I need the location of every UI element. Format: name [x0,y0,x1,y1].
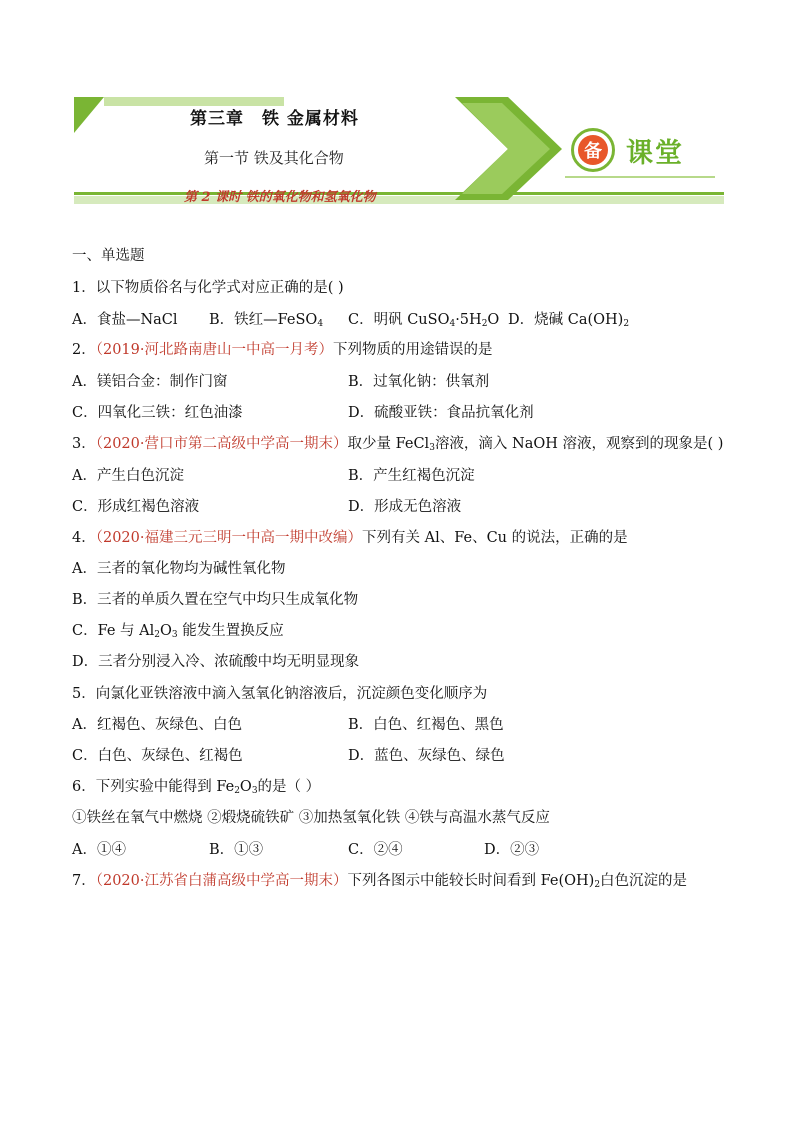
logo-badge-icon [571,128,615,172]
question-5-stem: 5．向氯化亚铁溶液中滴入氢氧化钠溶液后，沉淀颜色变化顺序为 [72,686,488,702]
question-1-stem: 1．以下物质俗名与化学式对应正确的是( ) [72,280,344,296]
question-6-stem: 6．下列实验中能得到 $Fe_2O_3$的是（ ） [72,779,321,796]
logo-char: 备 [578,135,608,165]
banner-graphic [0,0,793,215]
header-banner [0,0,793,215]
question-4-option-c: C．Fe 与 $Al_2O_3$ 能发生置换反应 [72,623,284,640]
question-2-option-a: A．镁铝合金：制作门窗 [72,374,228,390]
question-1-option-a: A．食盐—NaCl [72,312,178,328]
question-4-option-b: B．三者的单质久置在空气中均只生成氧化物 [72,592,359,608]
question-3-option-b: B．产生红褐色沉淀 [348,468,475,484]
question-4-option-d: D．三者分别浸入冷、浓硫酸中均无明显现象 [72,654,360,670]
question-6-option-a: A．①④ [72,842,126,858]
question-2-option-b: B．过氧化钠：供氧剂 [348,374,490,390]
question-2-option-d: D．硫酸亚铁：食品抗氧化剂 [348,405,534,421]
question-4-stem: 4．（2020·福建三元三明一中高一期中改编）下列有关 Al、Fe、Cu 的说法，正确的是 [72,530,628,546]
section-title: 第一节 铁及其化合物 [204,149,344,167]
question-6-option-d: D．②③ [484,842,540,858]
lesson-title: 第 2 课时 铁的氧化物和氢氧化物 [184,190,376,205]
question-7-source: （2020·江苏省白蒲高级中学高一期末） [95,873,348,889]
question-7-stem: 7．（2020·江苏省白蒲高级中学高一期末）下列各图示中能较长时间看到 $Fe(OH)_2$白色沉淀的是 [72,873,688,890]
chapter-title: 第三章 铁 金属材料 [190,109,359,129]
question-5-option-c: C．白色、灰绿色、红褐色 [72,748,243,764]
question-3-option-d: D．形成无色溶液 [348,499,462,515]
question-3-option-c: C．形成红褐色溶液 [72,499,200,515]
part-title: 一、单选题 [72,248,145,264]
question-3-option-a: A．产生白色沉淀 [72,468,184,484]
question-3-source: （2020·营口市第二高级中学高一期末） [95,436,348,452]
question-4-source: （2020·福建三元三明一中高一期中改编） [95,530,362,546]
question-1-option-c: C．明矾 $CuSO_4\cdot 5H_2O$ [348,312,500,329]
question-2-option-c: C．四氧化三铁：红色油漆 [72,405,243,421]
question-3-stem: 3．（2020·营口市第二高级中学高一期末）取少量 FeCl$_3$溶液，滴入 NaOH 溶液，观察到的现象是( ) [72,436,724,453]
question-5-option-d: D．蓝色、灰绿色、绿色 [348,748,505,764]
question-1-option-b: B．铁红—FeSO$_4$ [209,312,324,329]
logo-text: 课堂 [626,138,684,169]
question-4-option-a: A．三者的氧化物均为碱性氧化物 [72,561,286,577]
question-2-stem: 2．（2019·河北路南唐山一中高一月考）下列物质的用途错误的是 [72,342,493,358]
question-5-option-a: A．红褐色、灰绿色、白色 [72,717,242,733]
question-6-option-c: C．②④ [348,842,403,858]
question-6-items: ①铁丝在氧气中燃烧 ②煅烧硫铁矿 ③加热氢氧化铁 ④铁与高温水蒸气反应 [72,810,550,826]
question-6-option-b: B．①③ [209,842,264,858]
question-1-option-d: D．烧碱 $Ca(OH)_2$ [508,312,630,329]
question-5-option-b: B．白色、红褐色、黑色 [348,717,504,733]
question-2-source: （2019·河北路南唐山一中高一月考） [95,342,333,358]
